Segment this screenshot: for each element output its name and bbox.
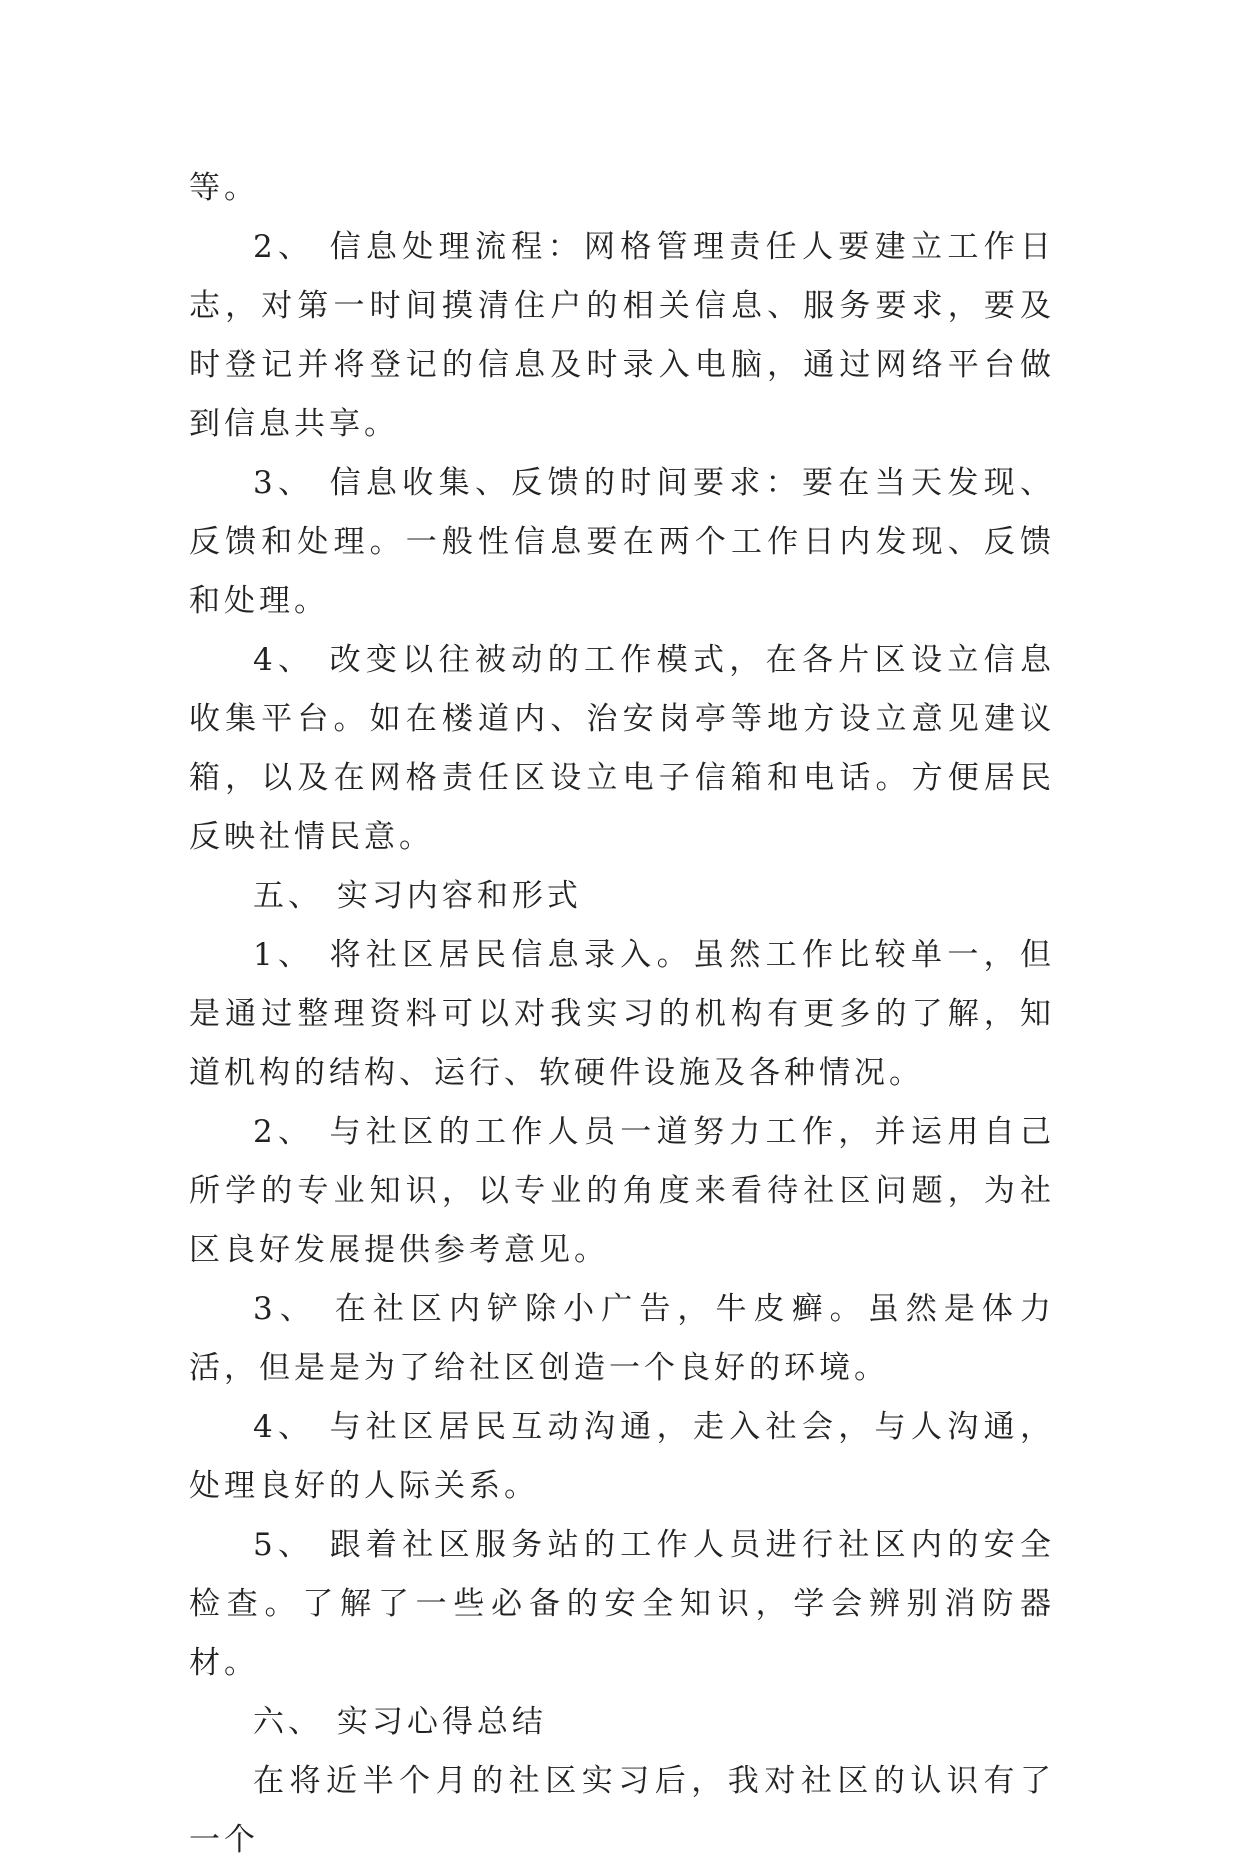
paragraph-continuation: 等。: [189, 170, 259, 206]
paragraph-item-3: 3、 在社区内铲除小广告，牛皮癣。虽然是体力活，但是是为了给社区创造一个良好的环境。: [189, 1291, 1055, 1386]
section-heading-summary: 六、 实习心得总结: [253, 1704, 547, 1740]
paragraph-summary-start: 在将近半个月的社区实习后，我对社区的认识有了一个: [189, 1763, 1055, 1858]
paragraph-item-1: 1、 将社区居民信息录入。虽然工作比较单一，但是通过整理资料可以对我实习的机构有更多的了解，知道机构的结构、运行、软硬件设施及各种情况。: [189, 937, 1055, 1091]
paragraph-item-2: 2、 与社区的工作人员一道努力工作，并运用自己所学的专业知识，以专业的角度来看待社区问题，为社区良好发展提供参考意见。: [189, 1114, 1055, 1268]
paragraph-item-5: 5、 跟着社区服务站的工作人员进行社区内的安全检查。了解了一些必备的安全知识，学会辨别消防器材。: [189, 1527, 1055, 1681]
paragraph-info-processing: 2、 信息处理流程：网格管理责任人要建立工作日志，对第一时间摸清住户的相关信息、服务要求，要及时登记并将登记的信息及时录入电脑，通过网络平台做到信息共享。: [189, 229, 1055, 442]
document-body: [189, 159, 1055, 1870]
paragraph-time-requirement: 3、 信息收集、反馈的时间要求：要在当天发现、反馈和处理。一般性信息要在两个工作日内发现、反馈和处理。: [189, 465, 1055, 619]
paragraph-work-mode: 4、 改变以往被动的工作模式，在各片区设立信息收集平台。如在楼道内、治安岗亭等地方设立意见建议箱，以及在网格责任区设立电子信箱和电话。方便居民反映社情民意。: [189, 642, 1055, 855]
section-heading-internship-content: 五、 实习内容和形式: [253, 878, 582, 914]
paragraph-item-4: 4、 与社区居民互动沟通，走入社会，与人沟通，处理良好的人际关系。: [189, 1409, 1055, 1504]
